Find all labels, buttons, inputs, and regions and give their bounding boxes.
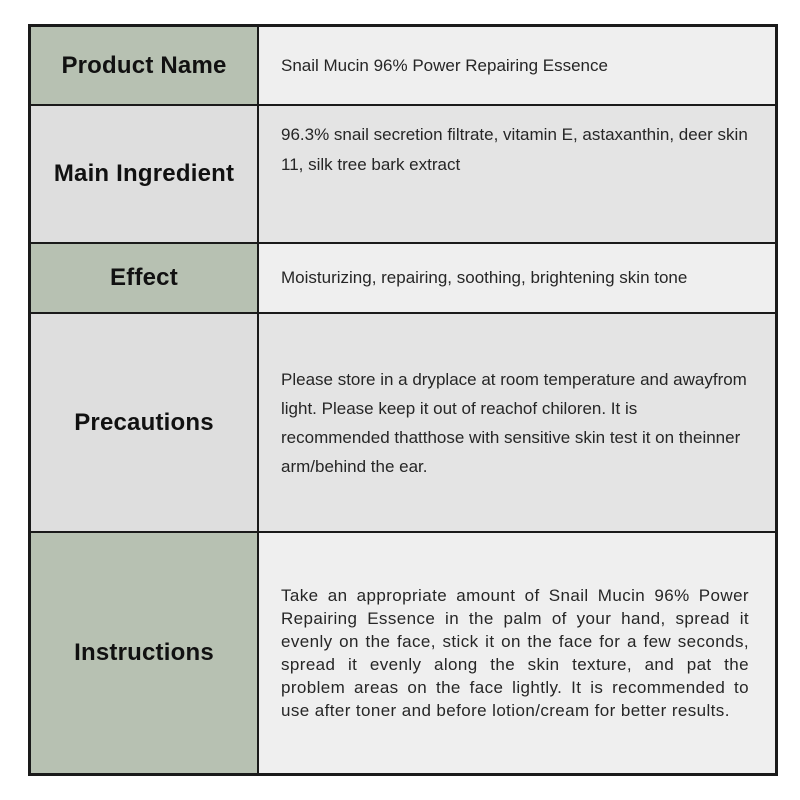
row-effect-value-cell bbox=[259, 244, 775, 312]
row-main-ingredient-value: 96.3% snail secretion filtrate, vitamin E, astaxanthin, deer skin 11, silk tree bark extract bbox=[281, 125, 748, 174]
row-main-ingredient-value-cell bbox=[259, 106, 775, 242]
row-precautions-label-cell bbox=[31, 314, 257, 531]
row-precautions-value-cell bbox=[259, 314, 775, 531]
row-product-name-label-cell bbox=[31, 27, 257, 104]
row-instructions-label: Instructions bbox=[74, 639, 214, 666]
row-main-ingredient-label: Main Ingredient bbox=[53, 160, 235, 187]
row-effect-label-cell bbox=[31, 244, 257, 312]
row-instructions-value: Take an appropriate amount of Snail Mucin 96% Power Repairing Essence in the palm of your hand, spread it evenly on the face, stick it on the face for a few seconds, spread it evenly along the skin texture, and pat the problem areas on the face lightly. It is recommended to use after toner and before lotion/cream for better results. bbox=[281, 586, 749, 720]
row-precautions-value: Please store in a dryplace at room temperature and awayfrom light. Please keep it out of reachof chiloren. It is recommended thatthose with sensitive skin test it on theinner arm/behind the ear. bbox=[281, 369, 747, 476]
row-product-name-label: Product Name bbox=[61, 51, 227, 79]
row-instructions-value-cell bbox=[259, 533, 775, 773]
row-product-name-value: Snail Mucin 96% Power Repairing Essence bbox=[281, 55, 608, 75]
row-instructions-label-cell bbox=[31, 533, 257, 773]
row-product-name-value-cell bbox=[259, 27, 775, 104]
row-main-ingredient-label-cell bbox=[31, 106, 257, 242]
product-spec-table bbox=[28, 24, 778, 776]
row-effect-label: Effect bbox=[110, 264, 178, 291]
row-precautions-label: Precautions bbox=[74, 408, 214, 436]
row-effect-value: Moisturizing, repairing, soothing, brightening skin tone bbox=[281, 268, 688, 287]
